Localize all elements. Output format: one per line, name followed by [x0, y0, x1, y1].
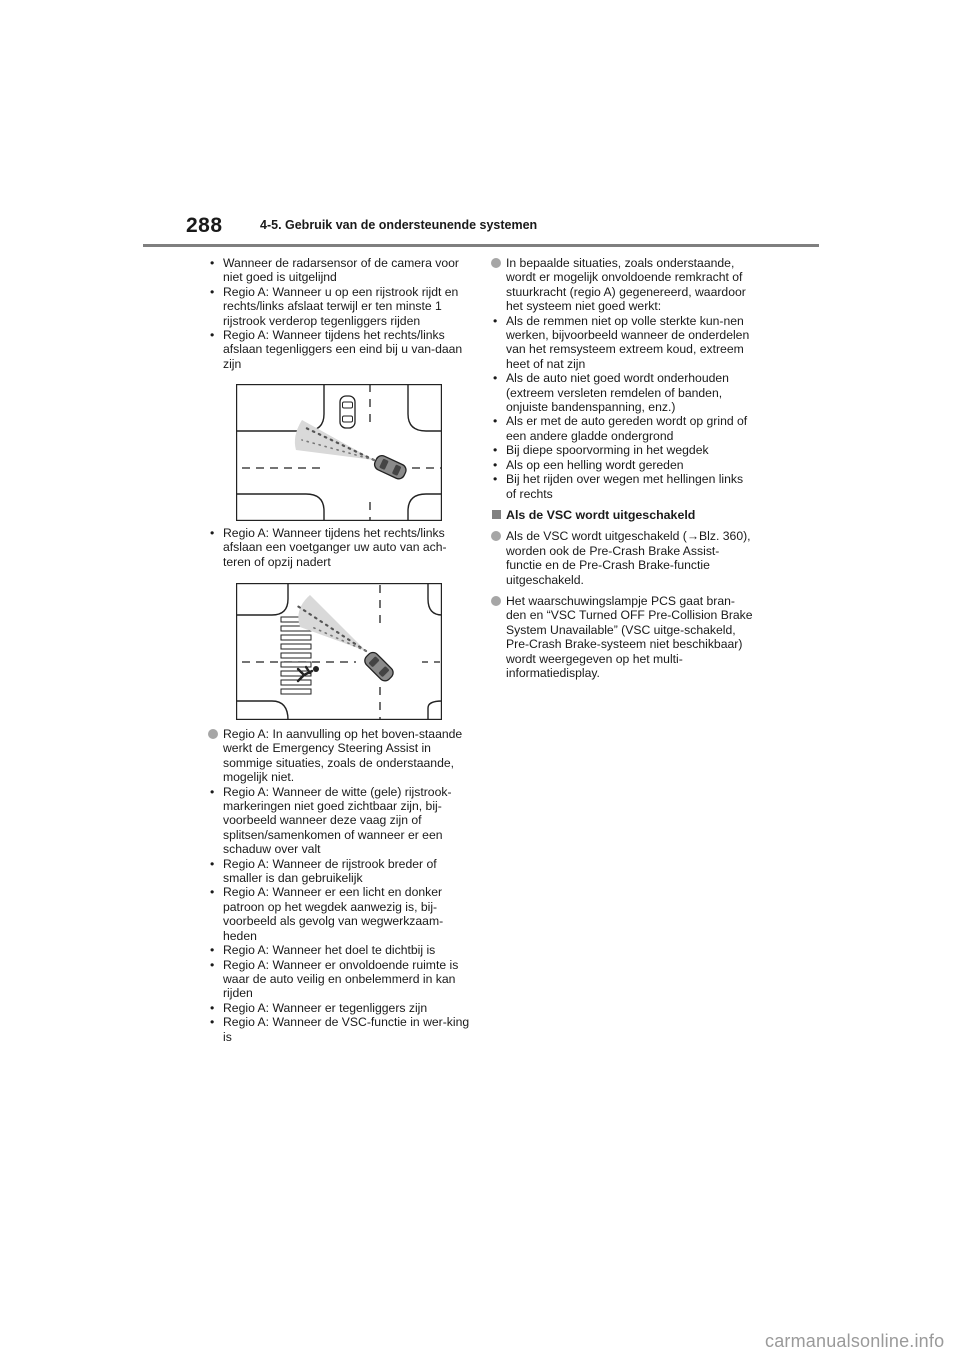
left-column — [210, 256, 472, 371]
list-item: • Als de auto niet goed wordt onderhouden (extreem versleten remdelen of banden, onjuiste bandenspanning, enz.) — [493, 371, 729, 415]
circle-bullet-icon — [491, 596, 501, 606]
list-item: • Regio A: Wanneer tijdens het rechts/links afslaan een voetganger uw auto van ach-teren of opzij nadert — [210, 526, 447, 569]
circle-bullet-icon — [491, 258, 501, 268]
list-item: • Regio A: Wanneer de VSC-functie in wer-king is — [210, 1015, 470, 1044]
list-item: • Regio A: Wanneer er een licht en donker patroon op het wegdek aanwezig is, bij-voorbeeld als gevolg van wegwerkzaam-heden — [210, 885, 444, 943]
intersection-oncoming-diagram — [236, 384, 442, 521]
circle-paragraph: Het waarschuwingslampje PCS gaat bran-den en “VSC Turned OFF Pre-Collision Brake System Unavailable” (VSC uitge-schakeld, Pre-Crash Brake-systeem niet beschikbaar) wordt weergegeven op het multi-informatiedisplay. — [493, 594, 755, 680]
list-item: • Regio A: Wanneer het doel te dichtbij is — [210, 943, 436, 958]
intersection-pedestrian-diagram — [236, 583, 442, 720]
list-item: • Regio A: Wanneer u op een rijstrook rijdt en rechts/links afslaat terwijl er ten minste 1 rijstrook verderop tegenliggers rijden — [210, 284, 459, 328]
circle-paragraph: In bepaalde situaties, zoals onderstaande, wordt er mogelijk onvoldoende remkracht of stuurkracht (regio A) gegenereerd, waardoor het systeem niet goed werkt: — [493, 256, 755, 314]
circle-bullet-icon — [208, 729, 218, 739]
left-column-bottom — [210, 727, 472, 1044]
list-item: • Regio A: Wanneer er onvoldoende ruimte is waar de auto veilig en onbelemmerd in kan rijden — [210, 957, 459, 1001]
watermark: carmanualsonline.info — [765, 1331, 945, 1351]
page-number: 288 — [186, 214, 223, 237]
list-item: • Als op een helling wordt gereden — [493, 457, 684, 472]
header-rule — [143, 244, 819, 247]
list-item: • Als er met de auto gereden wordt op grind of een andere gladde ondergrond — [493, 414, 748, 443]
left-column-middle — [210, 526, 472, 569]
list-item: • Regio A: Wanneer de witte (gele) rijstrook-markeringen niet goed zichtbaar zijn, bij-voorbeeld wanneer deze vaag zijn of splitsen/samenkomen of wanneer er een schaduw over valt — [210, 784, 452, 857]
square-bullet-icon — [492, 510, 501, 519]
list-item: • Als de remmen niet op volle sterkte kun-nen werken, bijvoorbeeld wanneer de onderdelen van het remsysteem extreem koud, extreem heet of nat zijn — [493, 313, 750, 371]
circle-bullet-icon — [491, 531, 501, 541]
list-item: • Bij het rijden over wegen met hellingen links of rechts — [493, 472, 744, 501]
list-item: • Wanneer de radarsensor of de camera voor niet goed is uitgelijnd — [210, 256, 459, 285]
list-item: • Regio A: Wanneer er tegenliggers zijn — [210, 1000, 428, 1015]
list-item: • Regio A: Wanneer de rijstrook breder of smaller is dan gebruikelijk — [210, 856, 437, 886]
subheading: Als de VSC wordt uitgeschakeld — [493, 508, 755, 522]
list-item: • Regio A: Wanneer tijdens het rechts/links afslaan tegenliggers een eind bij u van-daan zijn — [210, 328, 463, 371]
right-column — [493, 256, 755, 680]
circle-paragraph: Regio A: In aanvulling op het boven-staande werkt de Emergency Steering Assist in sommige situaties, zoals de onderstaande, mogelijk niet. — [210, 727, 472, 785]
circle-paragraph: Als de VSC wordt uitgeschakeld (→Blz. 360), worden ook de Pre-Crash Brake Assist-functie en de Pre-Crash Brake-functie uitgeschakeld. — [493, 529, 755, 587]
list-item: • Bij diepe spoorvorming in het wegdek — [493, 443, 709, 458]
section-title: 4-5. Gebruik van de ondersteunende systemen — [260, 218, 538, 232]
